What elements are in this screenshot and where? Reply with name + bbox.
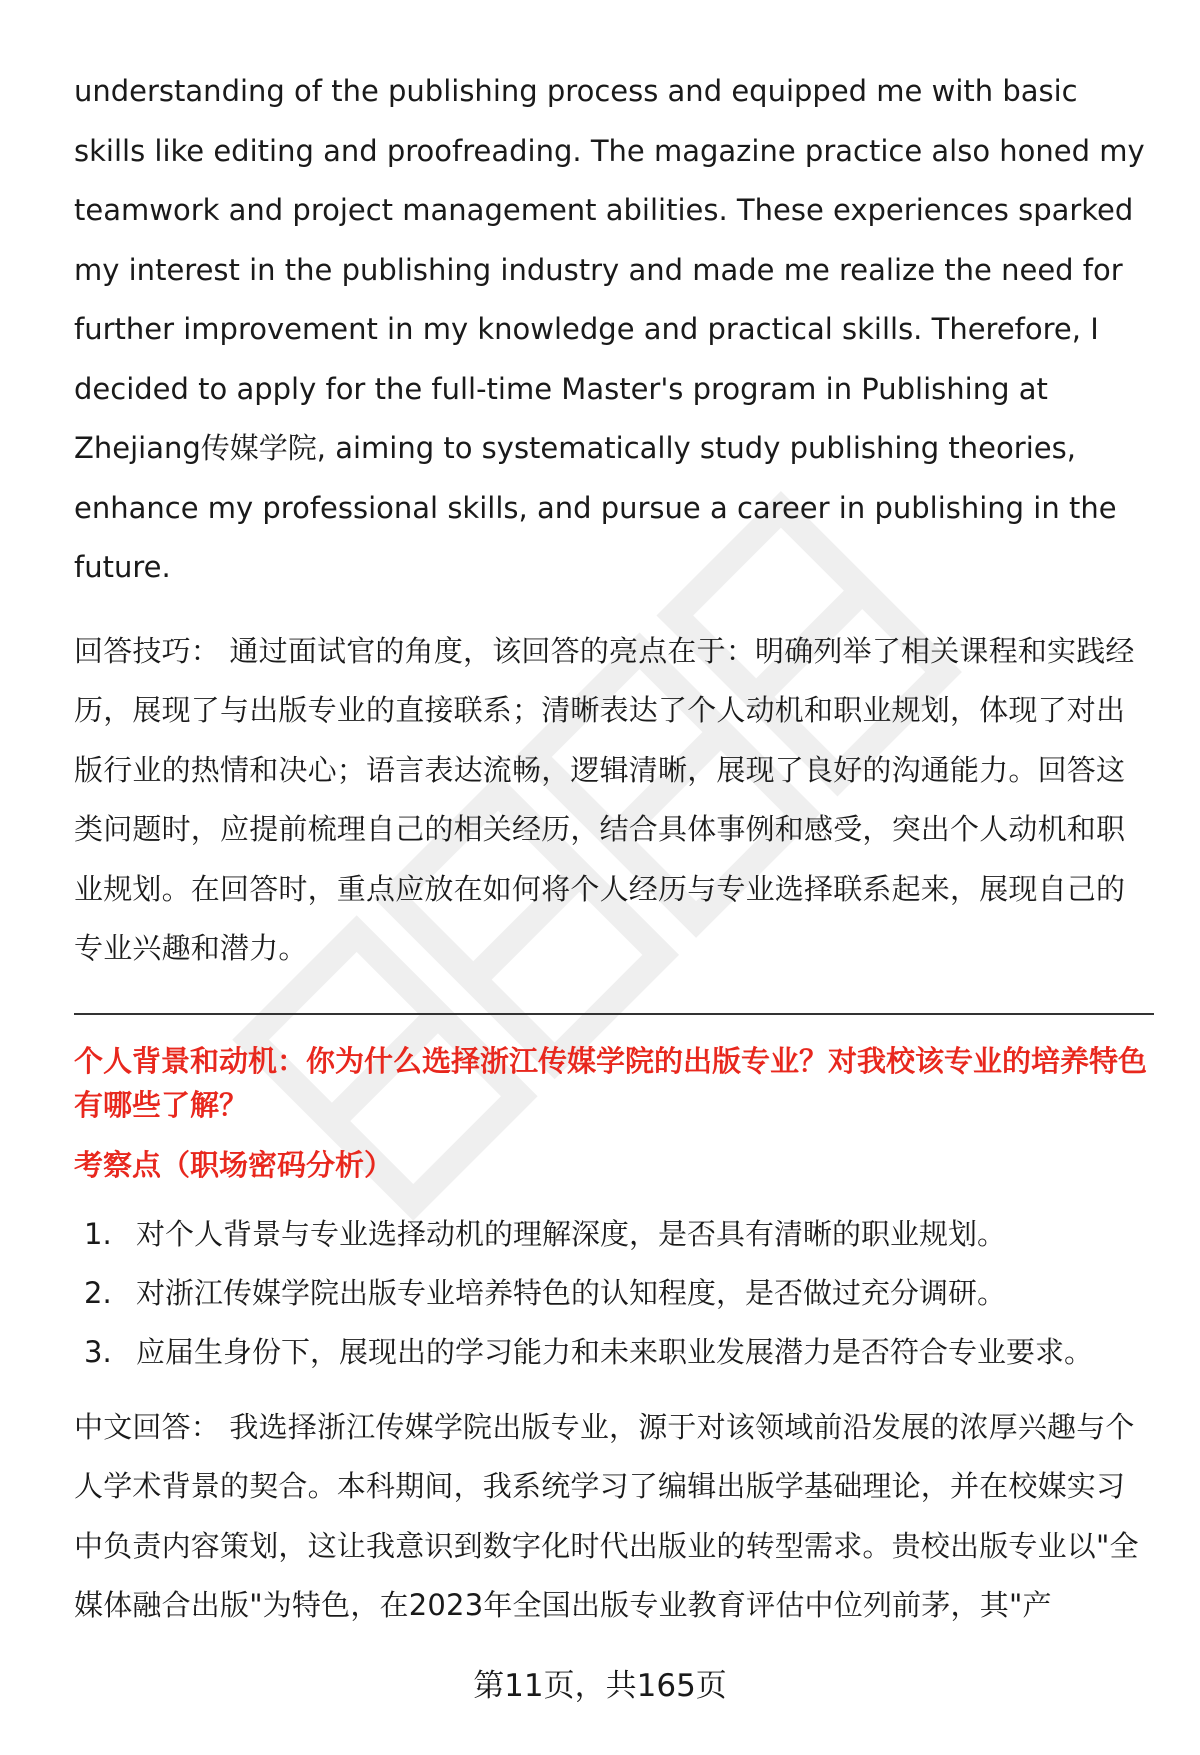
list-item-text: 对个人背景与专业选择动机的理解深度，是否具有清晰的职业规划。	[136, 1216, 1007, 1251]
page-number-footer: 第11页，共165页	[473, 1668, 727, 1704]
assessment-points-list	[74, 1205, 1154, 1382]
list-item-number: 3.	[84, 1334, 112, 1369]
answer-tips-paragraph: 回答技巧： 通过面试官的角度，该回答的亮点在于：明确列举了相关课程和实践经历，展现了与出版专业的直接联系；清晰表达了个人动机和职业规划，体现了对出版行业的热情和决心；语言表达流畅，逻辑清晰，展现了良好的沟通能力。回答这类问题时，应提前梳理自己的相关经历，结合具体事例和感受，突出个人动机和职业规划。在回答时，重点应放在如何将个人经历与专业选择联系起来，展现自己的专业兴趣和潜力。	[74, 633, 1135, 965]
question-heading: 个人背景和动机：你为什么选择浙江传媒学院的出版专业？对我校该专业的培养特色有哪些了解？	[74, 1043, 1148, 1122]
section-divider	[74, 1013, 1154, 1015]
list-item-number: 2.	[84, 1275, 112, 1310]
document-page	[74, 62, 1154, 1636]
list-item-number: 1.	[84, 1216, 112, 1251]
chinese-answer-paragraph: 中文回答： 我选择浙江传媒学院出版专业，源于对该领域前沿发展的浓厚兴趣与个人学术背景的契合。本科期间，我系统学习了编辑出版学基础理论，并在校媒实习中负责内容策划，这让我意识到数字化时代出版业的转型需求。贵校出版专业以"全媒体融合出版"为特色，在2023年全国出版专业教育评估中位列前茅，其"产	[74, 1409, 1139, 1622]
english-answer-paragraph: understanding of the publishing process and equipped me with basic skills like editing and proofreading. The magazine practice also honed my teamwork and project management abilities. These experiences sparked my interest in the publishing industry and made me realize the need for further improvement in my knowledge and practical skills. Therefore, I decided to apply for the full-time Master's program in Publishing at Zhejiang传媒学院, aiming to systematically study publishing theories, enhance my professional skills, and pursue a career in publishing in the future.	[74, 74, 1145, 584]
list-item-text: 对浙江传媒学院出版专业培养特色的认知程度，是否做过充分调研。	[136, 1275, 1007, 1310]
list-item	[74, 1264, 1154, 1323]
list-item-text: 应届生身份下，展现出的学习能力和未来职业发展潜力是否符合专业要求。	[136, 1334, 1094, 1369]
list-item	[74, 1323, 1154, 1382]
assessment-points-heading: 考察点（职场密码分析）	[74, 1147, 394, 1182]
list-item	[74, 1205, 1154, 1264]
